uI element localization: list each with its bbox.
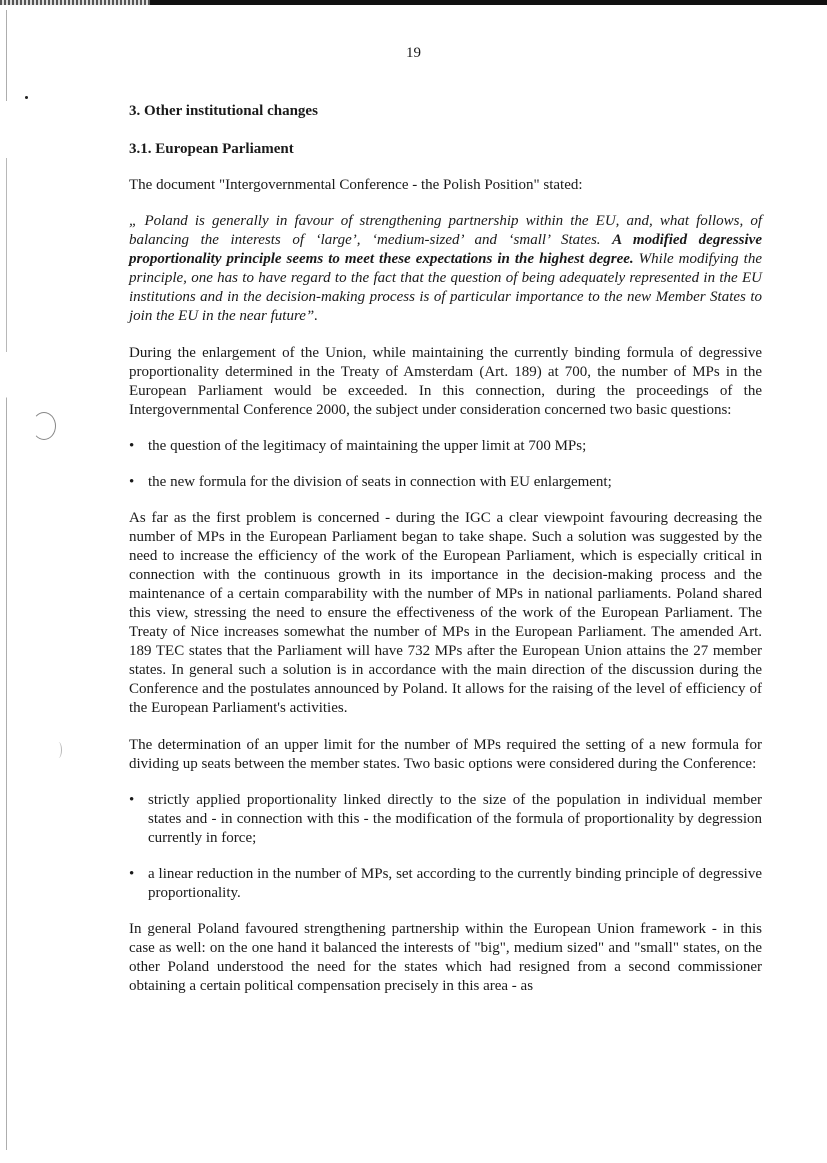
quote-text-part1: „ Poland is generally in favour of strengthening partnership within the EU, and, what follows, of balancing the interests of ‘large’, ‘medium-sized’ and ‘small’ States. [129,213,762,248]
quote-text-part2: While modifying the principle, one has to have regard to the fact that the question of being adequately represented in the EU institutions and in the decision-making process is of particular importance to the new Member States to join the EU in the near future”. [129,251,762,324]
list-item: • a linear reduction in the number of MPs, set according to the currently binding principle of degressive proportionality. [129,865,762,903]
section-heading: 3. Other institutional changes [129,103,318,119]
binder-hole-mark [32,412,56,440]
page-number: 19 [406,45,421,61]
intro-paragraph: The document "Intergovernmental Conference - the Polish Position" stated: [129,177,583,193]
document-body [129,100,762,996]
list-item: • strictly applied proportionality linked directly to the size of the population in individual member states and - in connection with this - the modification of the formula of proportionality by degression currently in force; [129,791,762,848]
left-scan-margin [6,10,7,1150]
list-item: • the new formula for the division of seats in connection with EU enlargement; [129,473,762,492]
paragraph-first-problem: As far as the first problem is concerned - during the IGC a clear viewpoint favouring decreasing the number of MPs in the European Parliament began to take shape. Such a solution was suggested by the need to increase the efficiency of the work of the European Parliament, which is especially critical in connection with the continuous growth in its importance in the decision-making process and the maintenance of a certain comparability with the number of MPs in national parliaments. Poland shared this view, stressing the need to ensure the effectiveness of the work of the European Parliament. The Treaty of Nice increases somewhat the number of MPs in the European Parliament. The amended Art. 189 TEC states that the Parliament will have 732 MPs after the European Union attains the 27 member states. In general such a solution is in accordance with the main direction of the discussion during the Conference and the postulates announced by Poland. It allows for the raising of the level of efficiency of the European Parliament's activities. [129,510,762,716]
subsection-heading: 3.1. European Parliament [129,141,294,157]
list-item: • the question of the legitimacy of maintaining the upper limit at 700 MPs; [129,437,762,456]
paragraph-upper-limit: The determination of an upper limit for the number of MPs required the setting of a new formula for dividing up seats between the member states. Two basic options were considered during the Conference: [129,737,762,772]
binder-mark [55,742,62,758]
scan-speck [25,96,28,99]
quote-bold-statement: A modified degressive proportionality principle seems to meet these expectations in the highest degree. [129,232,762,267]
options-list [129,791,762,903]
basic-questions-list [129,437,762,492]
top-scan-border-dots [0,0,150,5]
paragraph-enlargement: During the enlargement of the Union, while maintaining the currently binding formula of degressive proportionality determined in the Treaty of Amsterdam (Art. 189) at 700, the number of MPs in the European Parliament would be exceeded. In this connection, during the proceedings of the Intergovernmental Conference 2000, the subject under consideration concerned two basic questions: [129,345,762,418]
polish-position-quote [129,212,762,326]
paragraph-poland-favoured: In general Poland favoured strengthening partnership within the European Union framework - in this case as well: on the one hand it balanced the interests of "big", medium sized" and "small" states, on the other Poland understood the need for the states which had resigned from a second commissioner obtaining a certain political compensation precisely in this area - as [129,921,762,994]
